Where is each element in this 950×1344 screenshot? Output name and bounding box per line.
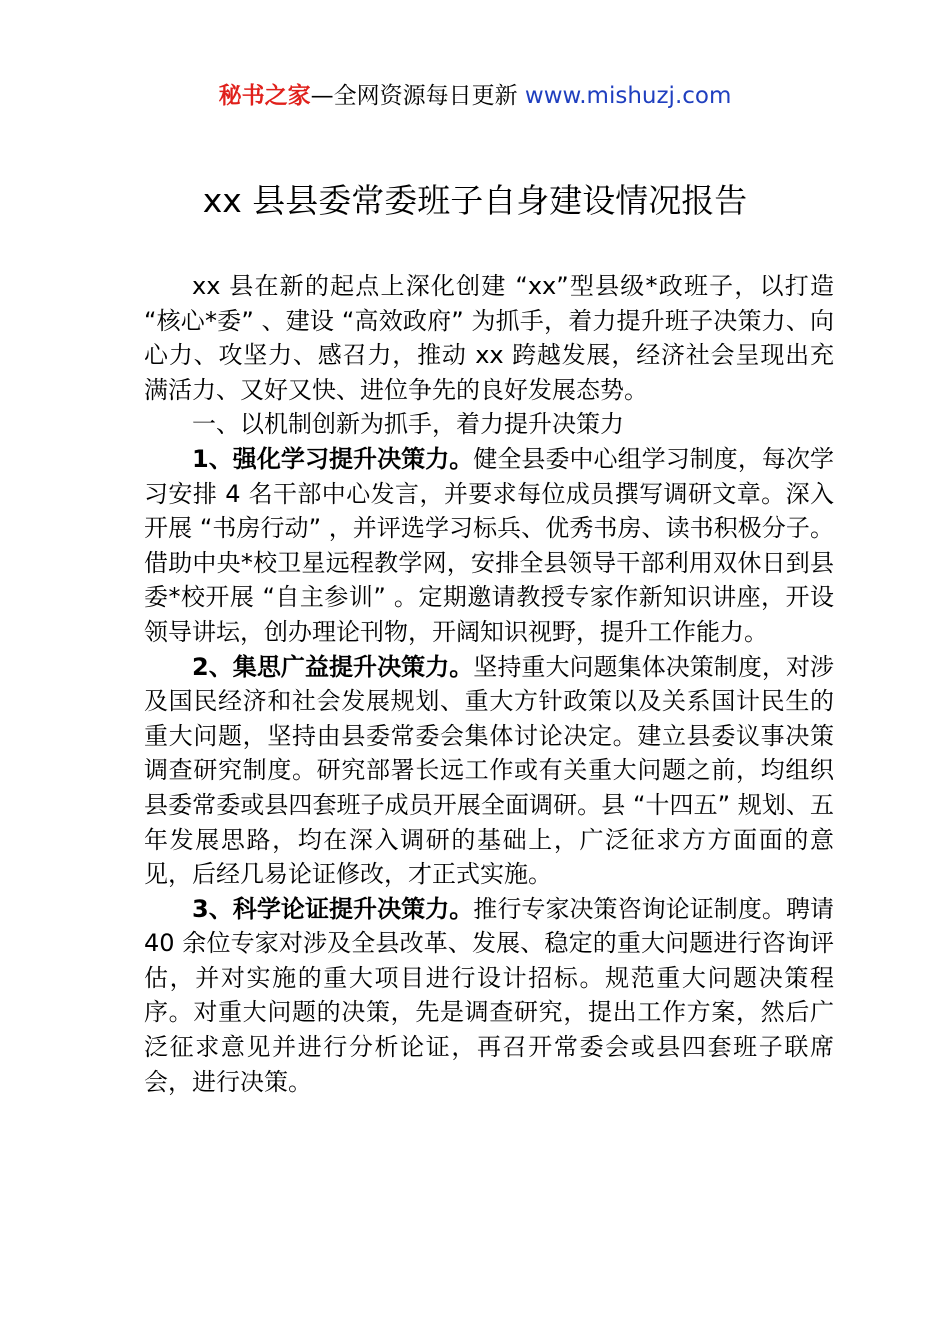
paragraph-item-3 [144,892,834,1100]
paragraph-lead: 2、集思广益提升决策力。 [192,652,474,681]
paragraph-lead: 1、强化学习提升决策力。 [192,444,474,473]
paragraph-lead: 3、科学论证提升决策力。 [192,894,474,923]
paragraph-item-2 [144,650,834,892]
site-slogan: —全网资源每日更新 [310,83,525,109]
document-body [144,269,834,1099]
paragraph-text: 健全县委中心组学习制度，每次学习安排 4 名干部中心发言，并要求每位成员撰写调研文章。深入开展 “书房行动” ，并评选学习标兵、优秀书房、读书积极分子。借助中央*校卫星远程教学网，安排全县领导干部利用双休日到县委*校开展 “自主参训” 。定期邀请教授专家作新知识讲座，开设领导讲坛，创办理论刊物，开阔知识视野，提升工作能力。 [144,444,834,646]
paragraph-item-1 [144,442,834,650]
site-brand: 秘书之家 [218,83,311,109]
paragraph-text: 坚持重大问题集体决策制度，对涉及国民经济和社会发展规划、重大方针政策以及关系国计民生的重大问题，坚持由县委常委会集体讨论决定。建立县委议事决策调查研究制度。研究部署长远工作或有关重大问题之前，均组织县委常委或县四套班子成员开展全面调研。县 “十四五” 规划、五年发展思路，均在深入调研的基础上，广泛征求方方面面的意见，后经几易论证修改，才正式实施。 [144,652,834,889]
site-url-link[interactable]: www.mishuzj.com [524,83,732,109]
paragraph-text: xx 县在新的起点上深化创建 “xx”型县级*政班子，以打造 “核心*委” 、建设 “高效政府” 为抓手，着力提升班子决策力、向心力、攻坚力、感召力，推动 xx 跨越发展，经济社会呈现出充满活力、又好又快、进位争先的良好发展态势。 [144,272,834,404]
section-heading [144,407,834,442]
paragraph-intro [144,269,834,407]
section-heading-text: 一、以机制创新为抓手，着力提升决策力 [192,410,624,439]
site-header [0,80,950,112]
paragraph-text: 推行专家决策咨询论证制度。聘请 40 余位专家对涉及全县改革、发展、稳定的重大问题进行咨询评估，并对实施的重大项目进行设计招标。规范重大问题决策程序。对重大问题的决策，先是调查研究，提出工作方案，然后广泛征求意见并进行分析论证，再召开常委会或县四套班子联席会，进行决策。 [144,894,834,1096]
document-title: xx 县县委常委班子自身建设情况报告 [202,181,748,220]
